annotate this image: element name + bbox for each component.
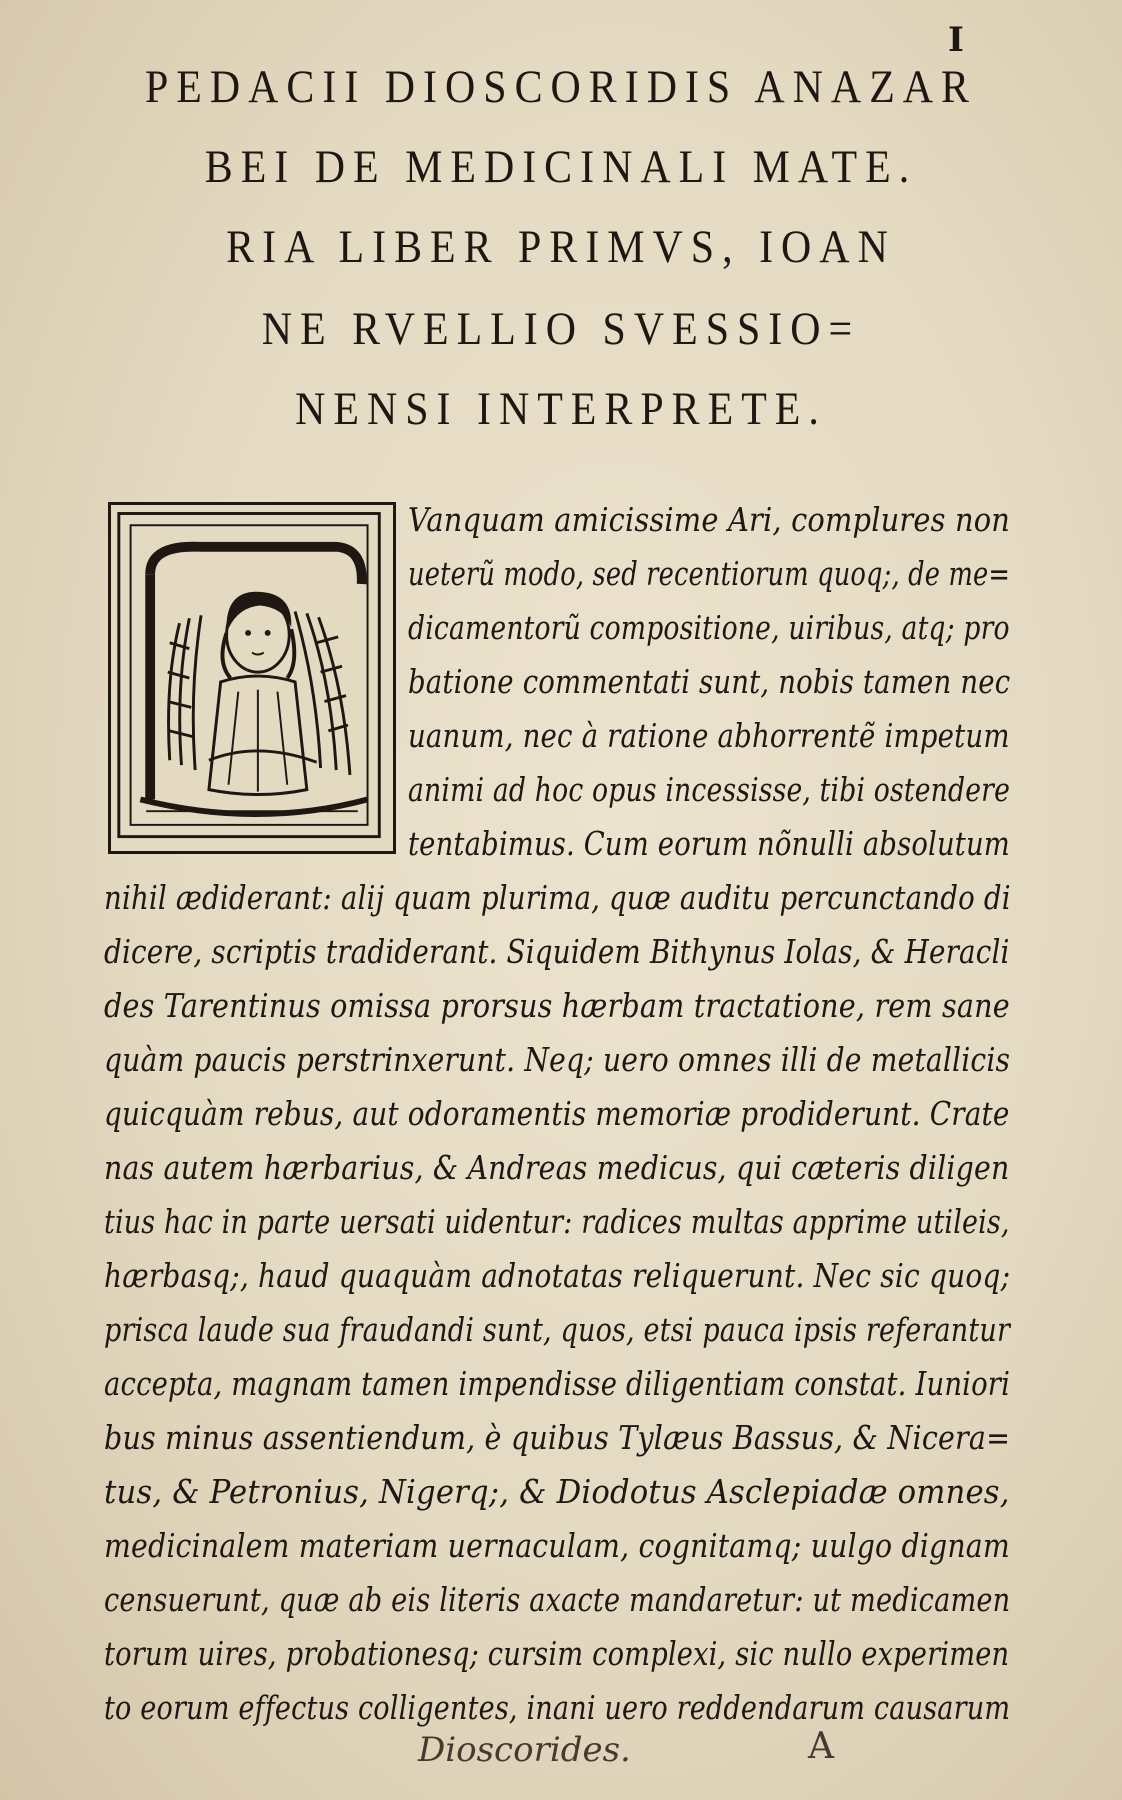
body-line: accepta, magnam tamen impendisse diligentiam constat. Iuniori <box>104 1364 1011 1403</box>
decorated-initial-woodcut <box>108 502 396 854</box>
title-line-4: NE RVELLIO SVESSIO= <box>261 303 861 355</box>
body-line: batione commentati sunt, nobis tamen nec <box>408 662 1011 701</box>
body-line: nihil ædiderant: alij quam plurima, quæ auditu percunctando di <box>104 878 1011 917</box>
body-line: Vanquam amicissime Ari, complures non <box>408 500 1011 539</box>
title-line-2: BEI DE MEDICINALI MATE. <box>204 141 918 193</box>
body-line: ueterũ modo, sed recentiorum quoq;, de me= <box>408 554 1011 593</box>
body-line: medicinalem materiam uernaculam, cognitamq; uulgo dignam <box>104 1526 1010 1565</box>
body-line: hærbasq;, haud quaquàm adnotatas reliquerunt. Nec sic quoq; <box>104 1256 1011 1295</box>
page-number: I <box>948 20 964 60</box>
body-line: nas autem hærbarius, & Andreas medicus, qui cæteris diligen <box>104 1148 1010 1187</box>
title-line-3: RIA LIBER PRIMVS, IOAN <box>226 221 896 273</box>
body-line: censuerunt, quæ ab eis literis axacte mandaretur: ut medicamen <box>104 1580 1011 1619</box>
body-line: quicquàm rebus, aut odoramentis memoriæ prodiderunt. Crate <box>104 1094 1010 1133</box>
body-line: dicere, scriptis tradiderant. Siquidem Bithynus Iolas, & Heracli <box>104 932 1010 971</box>
title-line-1: PEDACII DIOSCORIDIS ANAZAR <box>144 61 978 113</box>
title-line-5: NENSI INTERPRETE. <box>295 383 827 435</box>
body-line: dicamentorũ compositione, uiribus, atq; pro <box>408 608 1010 647</box>
body-line: to eorum effectus colligentes, inani uero reddendarum causarum <box>104 1688 1011 1727</box>
body-line: torum uires, probationesq; cursim complexi, sic nullo experimen <box>104 1634 1010 1673</box>
signature-mark: A <box>808 1726 834 1767</box>
body-line: tius hac in parte uersati uidentur: radices multas apprime utileis, <box>104 1202 1010 1241</box>
body-line: bus minus assentiendum, è quibus Tylæus Bassus, & Nicera= <box>104 1418 1011 1457</box>
body-line: tentabimus. Cum eorum nõnulli absolutum <box>408 824 1010 863</box>
signature-catchword: Dioscorides. <box>418 1730 631 1770</box>
body-line: uanum, nec à ratione abhorrentẽ impetum <box>408 716 1010 755</box>
body-line: tus, & Petronius, Nigerq;, & Diodotus Asclepiadæ omnes, <box>104 1472 1010 1511</box>
body-line: prisca laude sua fraudandi sunt, quos, etsi pauca ipsis referantur <box>104 1310 1011 1349</box>
angel-woodcut-icon <box>111 505 393 851</box>
body-line: des Tarentinus omissa prorsus hærbam tractatione, rem sane <box>104 986 1010 1025</box>
body-line: quàm paucis perstrinxerunt. Neq; uero omnes illi de metallicis <box>104 1040 1011 1079</box>
body-line: animi ad hoc opus incessisse, tibi ostendere <box>408 770 1011 809</box>
